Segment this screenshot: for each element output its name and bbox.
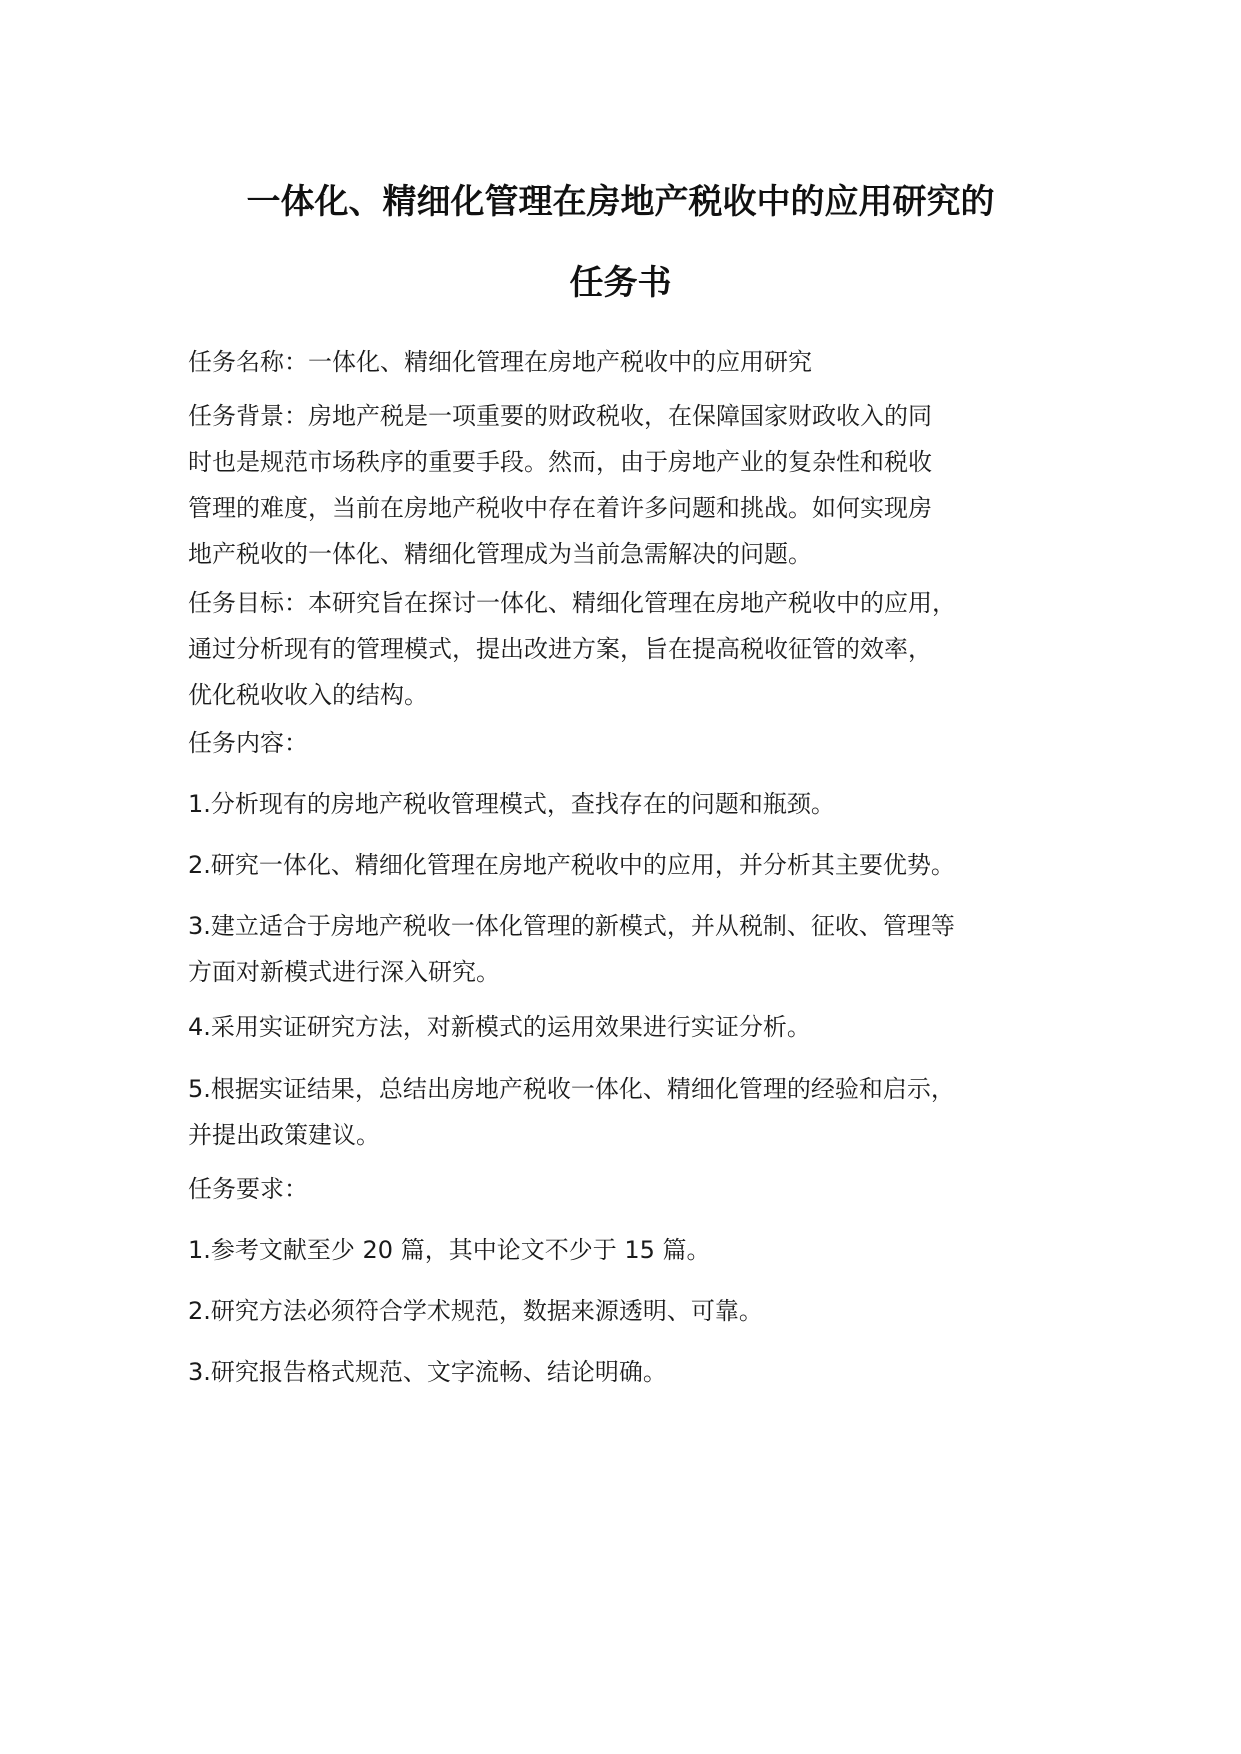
content-item-2 [188, 842, 1088, 888]
paragraph-line: 方面对新模式进行深入研究。 [188, 958, 500, 986]
paragraph-line: 优化税收收入的结构。 [188, 681, 428, 709]
paragraph-line: 1.分析现有的房地产税收管理模式，查找存在的问题和瓶颈。 [188, 790, 835, 818]
paragraph-line: 3.建立适合于房地产税收一体化管理的新模式，并从税制、征收、管理等 [188, 912, 955, 940]
paragraph-line: 任务背景：房地产税是一项重要的财政税收，在保障国家财政收入的同 [188, 402, 932, 430]
requirement-item-2 [188, 1288, 1088, 1334]
task-name-paragraph [188, 339, 1088, 385]
content-item-1 [188, 781, 1088, 827]
paragraph-line: 3.研究报告格式规范、文字流畅、结论明确。 [188, 1358, 667, 1386]
task-requirements-heading [188, 1166, 1088, 1212]
paragraph-line: 4.采用实证研究方法，对新模式的运用效果进行实证分析。 [188, 1013, 811, 1041]
document-title-line-2: 任务书 [569, 263, 672, 303]
requirement-item-1 [188, 1227, 1088, 1273]
content-item-3 [188, 903, 1088, 995]
content-item-4 [188, 1004, 1088, 1050]
task-content-heading [188, 720, 1088, 766]
paragraph-line: 2.研究方法必须符合学术规范，数据来源透明、可靠。 [188, 1297, 763, 1325]
paragraph-line: 任务目标：本研究旨在探讨一体化、精细化管理在房地产税收中的应用， [188, 589, 956, 617]
paragraph-line: 任务要求： [188, 1175, 308, 1203]
document-title-line-1: 一体化、精细化管理在房地产税收中的应用研究的 [246, 182, 995, 222]
paragraph-line: 时也是规范市场秩序的重要手段。然而，由于房地产业的复杂性和税收 [188, 448, 932, 476]
task-background-paragraph [188, 393, 1088, 577]
paragraph-line: 任务名称：一体化、精细化管理在房地产税收中的应用研究 [188, 348, 812, 376]
paragraph-line: 1.参考文献至少 20 篇，其中论文不少于 15 篇。 [188, 1236, 711, 1264]
requirement-item-3 [188, 1349, 1088, 1395]
paragraph-line: 通过分析现有的管理模式，提出改进方案，旨在提高税收征管的效率， [188, 635, 932, 663]
paragraph-line: 并提出政策建议。 [188, 1121, 380, 1149]
paragraph-line: 2.研究一体化、精细化管理在房地产税收中的应用，并分析其主要优势。 [188, 851, 955, 879]
paragraph-line: 任务内容： [188, 729, 308, 757]
task-goal-paragraph [188, 580, 1088, 718]
paragraph-line: 地产税收的一体化、精细化管理成为当前急需解决的问题。 [188, 540, 812, 568]
paragraph-line: 5.根据实证结果，总结出房地产税收一体化、精细化管理的经验和启示， [188, 1075, 955, 1103]
paragraph-line: 管理的难度，当前在房地产税收中存在着许多问题和挑战。如何实现房 [188, 494, 932, 522]
content-item-5 [188, 1066, 1088, 1158]
